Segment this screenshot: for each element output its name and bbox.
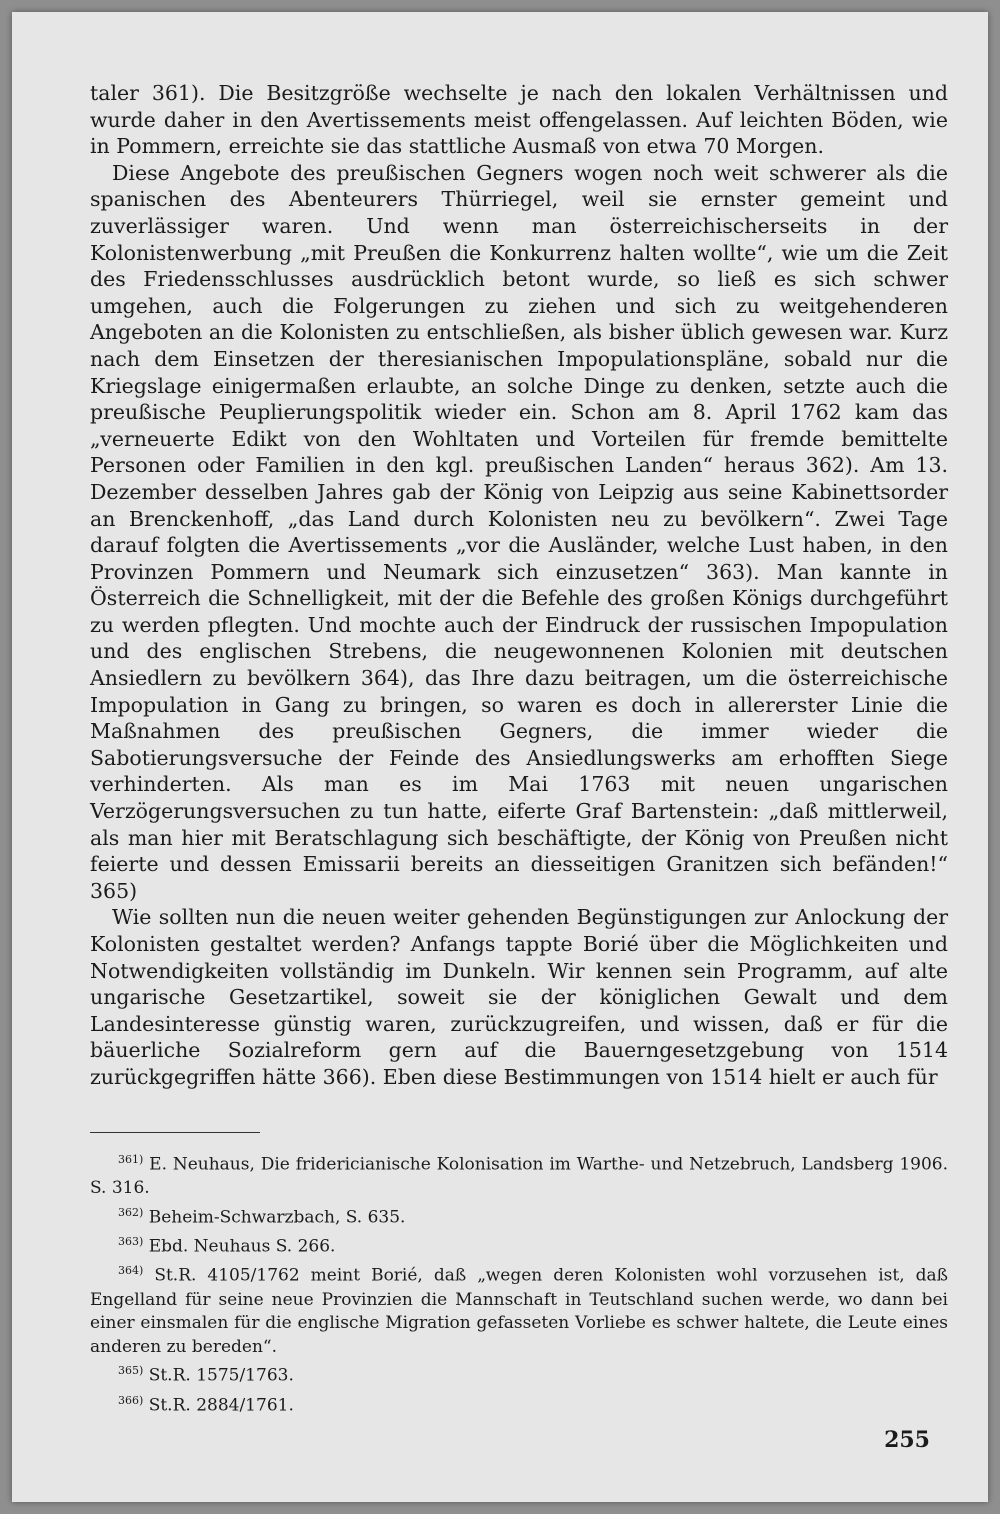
footnote (90, 1230, 948, 1259)
footnote-text: Ebd. Neuhaus S. 266. (148, 1236, 336, 1257)
footnote-text: Beheim-Schwarzbach, S. 635. (148, 1207, 406, 1228)
footnote (90, 1148, 948, 1201)
footnote-number: 363) (118, 1235, 144, 1249)
footnote (90, 1389, 948, 1418)
footnote (90, 1201, 948, 1230)
footnote (90, 1259, 948, 1359)
book-page (12, 12, 988, 1502)
main-text (90, 80, 948, 1091)
paragraph-1: taler 361). Die Besitzgröße wechselte je nach den lokalen Verhältnissen und wurde daher in den Avertissements meist offengelassen. Auf leichten Böden, wie in Pommern, erreichte sie das stattliche Ausmaß von etwa 70 Morgen. (90, 81, 948, 159)
paragraph-2: Diese Angebote des preußischen Gegners wogen noch weit schwerer als die spanischen des Abenteurers Thürriegel, weil sie ernster gemeint und zuverlässiger waren. Und wenn man österreichischerseits in der Kolonistenwerbung „mit Preußen die Konkurrenz halten wollte“, wie um die Zeit des Friedensschlusses ausdrücklich betont wurde, so ließ es sich schwer umgehen, auch die Folgerungen zu ziehen und sich zu weitgehenderen Angeboten an die Kolonisten zu entschließen, als bisher üblich gewesen war. Kurz nach dem Einsetzen der theresianischen Impopulationspläne, sobald nur die Kriegslage einigermaßen erlaubte, an solche Dinge zu denken, setzte auch die preußische Peuplierungspolitik wieder ein. Schon am 8. April 1762 kam das „verneuerte Edikt von den Wohltaten und Vorteilen für fremde bemittelte Personen oder Familien in den kgl. preußischen Landen“ heraus 362). Am 13. Dezember desselben Jahres gab der König von Leipzig aus seine Kabinettsorder an Brenckenhoff, „das Land durch Kolonisten neu zu bevölkern“. Zwei Tage darauf folgten die Avertissements „vor die Ausländer, welche Lust haben, in den Provinzen Pommern und Neumark sich einzusetzen“ 363). Man kannte in Österreich die Schnelligkeit, mit der die Befehle des großen Königs durchgeführt zu werden pflegten. Und mochte auch der Eindruck der russischen Impopulation und des englischen Strebens, die neugewonnenen Kolonien mit deutschen Ansiedlern zu bevölkern 364), das Ihre dazu beitragen, um die österreichische Impopulation in Gang zu bringen, so waren es doch in allererster Linie die Maßnahmen des preußischen Gegners, die immer wieder die Sabotierungsversuche der Feinde des Ansiedlungswerks am erhofften Siege verhinderten. Als man es im Mai 1763 mit neuen ungarischen Verzögerungsversuchen zu tun hatte, eiferte Graf Bartenstein: „daß mittlerweil, als man hier mit Beratschlagung sich beschäftigte, der König von Preußen nicht feierte und dessen Emissarii bereits an diesseitigen Granitzen sich befänden!“ 365) (90, 160, 948, 903)
footnote-number: 362) (118, 1205, 144, 1219)
footnote-text: St.R. 4105/1762 meint Borié, daß „wegen deren Kolonisten wohl vorzusehen ist, daß Engelland für seine neue Provinzien die Mannschaft in Teutschland suchen werde, wo dann bei einer einsmalen für die englische Migration gefasseten Vorliebe es schwer haltete, die Leute eines anderen zu bereden“. (90, 1266, 948, 1357)
footnote-text: St.R. 2884/1761. (148, 1395, 294, 1416)
footnote-number: 365) (118, 1364, 144, 1378)
footnote-number: 366) (118, 1393, 144, 1407)
footnote-number: 364) (118, 1264, 144, 1278)
footnote-text: St.R. 1575/1763. (148, 1366, 294, 1387)
footnote (90, 1359, 948, 1388)
page-number: 255 (884, 1427, 930, 1453)
paragraph-3: Wie sollten nun die neuen weiter gehenden Begünstigungen zur Anlockung der Kolonisten gestaltet werden? Anfangs tappte Borié über die Möglichkeiten und Notwendigkeiten vollständig im Dunkeln. Wir kennen sein Programm, auf alte ungarische Gesetzartikel, soweit sie der königlichen Gewalt und dem Landesinteresse günstig waren, zurückzugreifen, und wissen, daß er für die bäuerliche Sozialreform gern auf die Bauerngesetzgebung von 1514 zurückgegriffen hätte 366). Eben diese Bestimmungen von 1514 hielt er auch für (90, 905, 948, 1089)
footnote-rule (90, 1132, 260, 1133)
footnote-text: E. Neuhaus, Die fridericianische Kolonisation im Warthe- und Netzebruch, Landsberg 1906. S. 316. (90, 1154, 948, 1199)
footnotes (90, 1148, 948, 1418)
footnote-number: 361) (118, 1153, 144, 1166)
